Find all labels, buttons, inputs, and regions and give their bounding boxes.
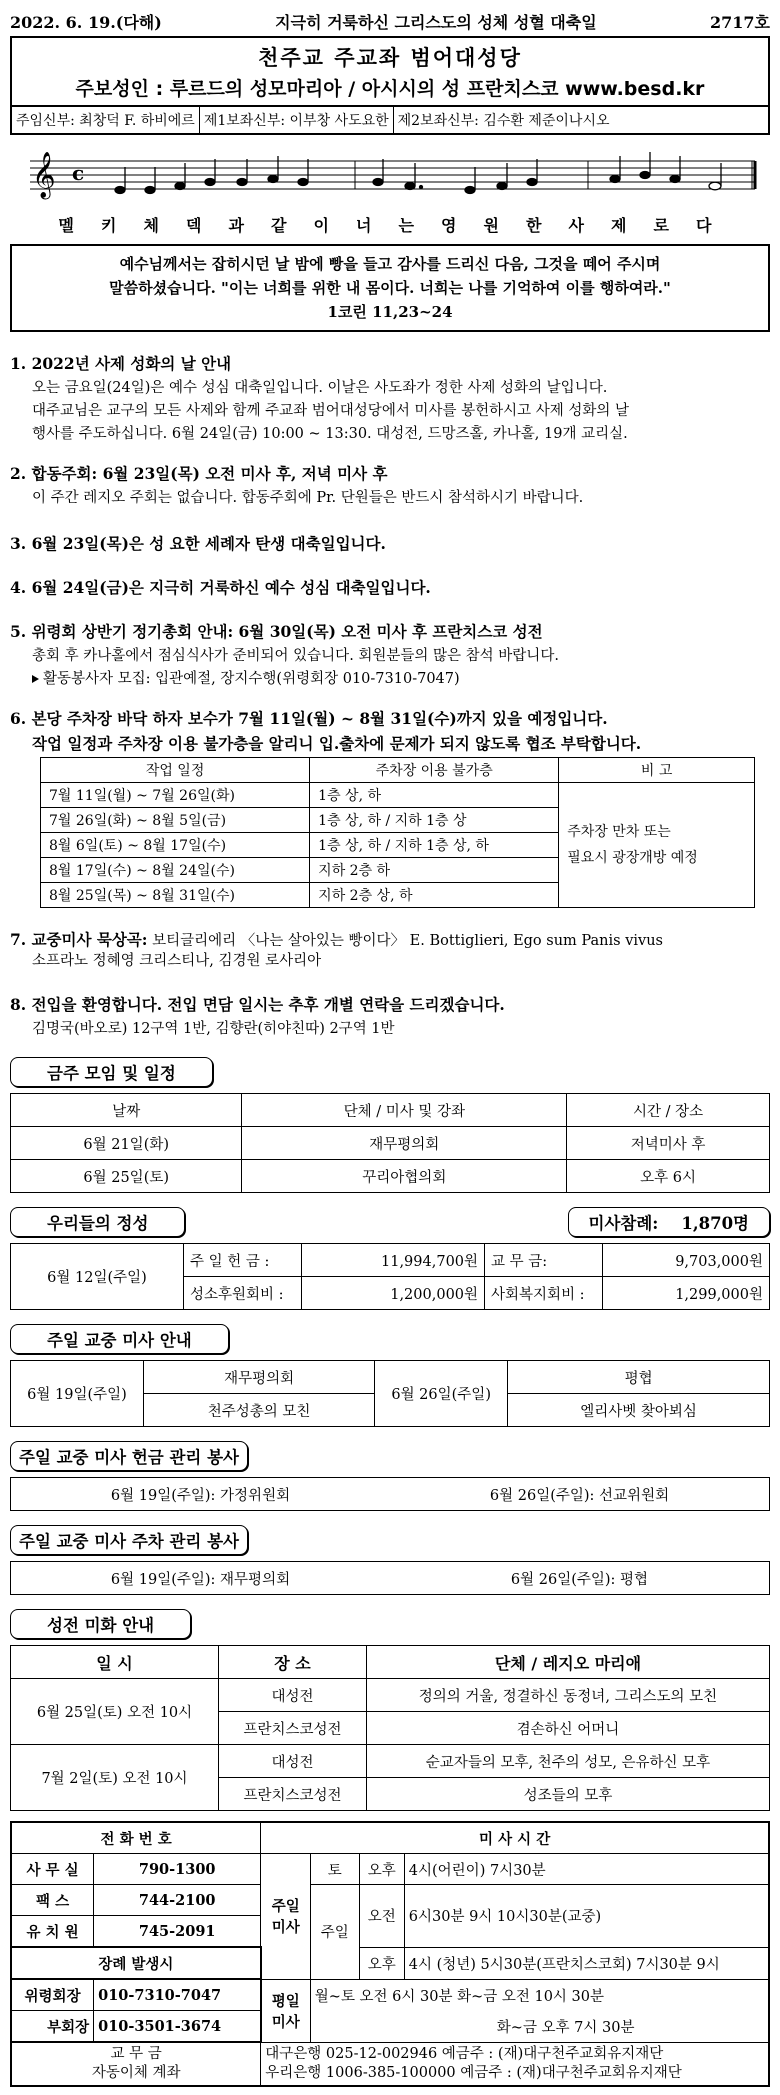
remark-text: 주차장 만차 또는 [567,824,671,840]
offering-amount: 9,703,000원 [603,1244,770,1277]
notice-1 [10,352,770,446]
column-header: 장 소 [219,1646,367,1679]
table-cell: 겸손하신 어머니 [367,1712,770,1745]
table-row [11,1979,769,2011]
treble-clef-icon: 𝄞 [32,152,56,198]
collection-service-table [10,1477,770,1511]
parking-service-tab: 주일 교중 미사 주차 관리 봉사 [10,1525,248,1555]
notice-text: 총회 후 카나홀에서 점심식사가 준비되어 있습니다. 회원분들의 많은 참석 바랍니다. [32,648,559,664]
offering-label: 주 일 헌 금 : [184,1244,302,1277]
table-row [11,1885,769,1916]
sunday-mass-label: 주일 미사 [261,1854,311,1980]
table-row [11,1822,769,1854]
offering-label: 성소후원회비 : [184,1277,302,1310]
table-row [41,783,755,808]
schedule-cell: 8월 25일(목) ~ 8월 31일(수) [41,883,310,908]
lyric: 멜 [58,216,84,235]
table-cell: 꾸리아협의회 [242,1160,567,1193]
schedule-cell: 8월 17일(수) ~ 8월 24일(수) [41,858,310,883]
notice-text: 오는 금요일(24일)은 예수 성심 대축일입니다. 이날은 사도좌가 정한 사제 성화의 날입니다. [32,380,608,396]
pastor: 주임신부: 최창덕 F. 하비에르 [12,107,200,133]
phone-number: 790-1300 [94,1854,261,1885]
lyric: 제 [611,216,637,235]
offering-label: 사회복지회비 : [485,1277,603,1310]
parish-name: 천주교 주교좌 범어대성당 [258,46,522,70]
contact-label: 부회장 [11,2011,94,2043]
notice-text: 활동봉사자 모집: 입관예절, 장지수행(위령회장 010-7310-7047) [43,671,460,687]
day-label: 토 [310,1854,359,1885]
table-row [11,1160,770,1193]
notice-text: 소프라노 정혜영 크리스티나, 김경원 로사리아 [32,953,322,969]
table-row [11,1244,770,1277]
floor-cell: 1층 상, 하 [310,783,559,808]
scripture-line: 말씀하셨습니다. "이는 너희를 위한 내 몸이다. 너희는 나를 기억하여 이를 행하여라." [109,279,671,297]
issue-number: 2717호 [710,13,770,32]
column-header: 날짜 [11,1094,242,1127]
column-header: 작업 일정 [41,758,310,783]
mass-header: 미 사 시 간 [261,1822,769,1854]
mass-times: 월~토 오전 6시 30분 화~금 오전 10시 30분 [310,1979,769,2011]
notice-5 [10,620,770,691]
scripture-reference: 1코린 11,23~24 [327,303,453,321]
column-header: 주차장 이용 불가층 [310,758,559,783]
table-row [11,1679,770,1712]
table-cell: 프란치스코성전 [219,1778,367,1811]
feast-name: 지극히 거룩하신 그리스도의 성체 성혈 대축일 [275,13,597,32]
notice-text: 김명국(바오로) 12구역 1반, 김향란(히야친따) 2구역 1반 [32,1021,395,1037]
table-cell: 6월 25일(토) [11,1160,242,1193]
day-label: 주일 [310,1885,359,1980]
notice-title: 2. 합동주회: 6월 23일(목) 오전 미사 후, 저녁 미사 후 [10,464,388,483]
lyric: 한 [526,216,552,235]
lyric: 같 [271,216,297,235]
table-cell: 성조들의 모후 [367,1778,770,1811]
table-cell: 6월 26일(주일): 선교위원회 [390,1478,770,1511]
contact-label: 위령회장 [11,1979,94,2011]
mass-attendance [568,1207,770,1237]
schedule-cell: 7월 26일(화) ~ 8월 5일(금) [41,808,310,833]
notice-4 [10,576,770,598]
mass-times: 4시(어린이) 7시30분 [404,1854,769,1885]
table-row [11,1127,770,1160]
sunday-mass-table [10,1360,770,1427]
collection-service-tab: 주일 교중 미사 헌금 관리 봉사 [10,1441,248,1471]
schedule-cell: 8월 6일(토) ~ 8월 17일(수) [41,833,310,858]
offering-amount: 1,299,000원 [603,1277,770,1310]
lyric: 과 [228,216,254,235]
table-cell: 6월 25일(토) 오전 10시 [11,1679,219,1745]
assistant-2: 제2보좌신부: 김수환 제준이나시오 [397,113,610,129]
notice-text: 이 주간 레지오 주회는 없습니다. 합동주회에 Pr. 단원들은 반드시 참석하시기 바랍니다. [32,490,584,506]
table-row [11,1854,769,1885]
phone-label: 유 치 원 [11,1916,94,1948]
notice-title: 5. 위령회 상반기 정기총회 안내: 6월 30일(목) 오전 미사 후 프란치스코 성전 [10,622,543,641]
table-cell: 대성전 [219,1745,367,1778]
notice-8 [10,993,770,1041]
notice-7 [10,928,770,973]
lyric: 사 [568,216,594,235]
bank-accounts [261,2042,769,2086]
info-footer-table [10,1821,770,2087]
contact-number: 010-7310-7047 [94,1979,261,2011]
phone-label: 사 무 실 [11,1854,94,1885]
notice-title: 4. 6월 24일(금)은 지극히 거룩하신 예수 성심 대축일입니다. [10,578,431,597]
column-header: 단체 / 레지오 마리애 [367,1646,770,1679]
table-cell: 6월 21일(화) [11,1127,242,1160]
table-cell: 6월 19일(주일): 가정위원회 [11,1478,391,1511]
mass-times: 화~금 오후 7시 30분 [310,2011,769,2043]
sunday-mass-tab: 주일 교중 미사 안내 [10,1324,229,1354]
table-row [11,2011,769,2043]
cleaning-tab: 성전 미화 안내 [10,1609,191,1639]
table-cell: 순교자들의 모후, 천주의 성모, 은유하신 모후 [367,1745,770,1778]
table-cell: 6월 19일(주일): 재무평의회 [11,1562,391,1595]
table-cell: 엘리사벳 찾아뵈심 [508,1394,770,1427]
scripture-line: 예수님께서는 잡히시던 날 밤에 빵을 들고 감사를 드리신 다음, 그것을 떼어 주시며 [119,255,661,273]
issue-date: 2022. 6. 19.(다해) [10,13,162,32]
table-cell: 프란치스코성전 [219,1712,367,1745]
time-label: 오후 [359,1947,404,1979]
attendance-label: 미사참례: [588,1214,659,1233]
time-label: 오후 [359,1854,404,1885]
notice-title: 8. 전입을 환영합니다. 전입 면담 일시는 추후 개별 연락을 드리겠습니다. [10,995,505,1014]
table-cell: 재무평의회 [242,1127,567,1160]
time-label: 오전 [359,1885,404,1948]
phone-number: 744-2100 [94,1885,261,1916]
notice-text: 보티글리에리 〈나는 살아있는 빵이다〉 E. Bottiglieri, Ego sum Panis vivus [147,933,663,949]
contact-number: 010-3501-3674 [94,2011,261,2043]
bank-label-line: 자동이체 계좌 [91,2065,181,2081]
mass-times: 4시 (청년) 5시30분(프란치스코회) 7시30분 9시 [404,1947,769,1979]
lyric: 원 [483,216,509,235]
table-cell: 오후 6시 [567,1160,770,1193]
phone-number: 745-2091 [94,1916,261,1948]
table-cell: 7월 2일(토) 오전 10시 [11,1745,219,1811]
lyric: 이 [313,216,339,235]
notice-title: 3. 6월 23일(목)은 성 요한 세례자 탄생 대축일입니다. [10,534,386,553]
notice-title: 1. 2022년 사제 성화의 날 안내 [10,354,232,373]
lyric: 영 [441,216,467,235]
attendance-count: 1,870명 [681,1214,749,1233]
music-staff [10,141,770,211]
lyric: 로 [653,216,679,235]
offering-date: 6월 12일(주일) [11,1244,184,1310]
lyric: 는 [398,216,424,235]
weekday-mass-label: 평일 미사 [261,1979,311,2042]
table-row [11,1562,770,1595]
offering-tab: 우리들의 정성 [10,1207,185,1237]
table-cell: 6월 19일(주일) [11,1361,144,1427]
table-cell: 재무평의회 [144,1361,375,1394]
priest-list [10,107,770,135]
column-header: 시간 / 장소 [567,1094,770,1127]
notice-title: 6. 본당 주차장 바닥 하자 보수가 7월 11일(월) ~ 8월 31일(수)까지 있을 예정입니다. [10,709,608,728]
parking-service-table [10,1561,770,1595]
schedule-cell: 7월 11일(월) ~ 7월 26일(화) [41,783,310,808]
table-cell: 대성전 [219,1679,367,1712]
bank-account: 우리은행 1006-385-100000 예금주 : (재)대구천주교회유지재단 [265,2064,682,2081]
floor-cell: 지하 2층 하 [310,858,559,883]
notice-text: 행사를 주도하십니다. 6월 24일(금) 10:00 ~ 13:30. 대성전, 드망즈홀, 카나홀, 19개 교리실. [32,426,628,442]
table-row [11,2042,769,2086]
meetings-tab: 금주 모임 및 일정 [10,1057,213,1087]
phone-header: 전 화 번 호 [11,1822,261,1854]
meetings-table [10,1093,770,1193]
column-header: 일 시 [11,1646,219,1679]
patron-saints: 주보성인 : 루르드의 성모마리아 / 아시시의 성 프란치스코 www.besd.kr [75,78,705,100]
floor-cell: 지하 2층 상, 하 [310,883,559,908]
offering-table [10,1243,770,1310]
offering-amount: 1,200,000원 [302,1277,485,1310]
remark-text: 필요시 광장개방 예정 [567,850,698,866]
table-cell: 평협 [508,1361,770,1394]
bulletin-header [10,0,770,36]
lyric: 덱 [186,216,212,235]
floor-cell: 1층 상, 하 / 지하 1층 상 [310,808,559,833]
table-cell: 6월 26일(주일): 평협 [390,1562,770,1595]
column-header: 단체 / 미사 및 강좌 [242,1094,567,1127]
song-lyrics [10,213,770,236]
floor-cell: 1층 상, 하 / 지하 1층 상, 하 [310,833,559,858]
bank-label [11,2042,261,2086]
table-cell: 6월 26일(주일) [375,1361,508,1427]
lyric: 너 [356,216,382,235]
notice-6 [10,707,770,908]
offering-label: 교 무 금: [485,1244,603,1277]
funeral-header: 장례 발생시 [11,1947,261,1979]
table-cell: 천주성총의 모친 [144,1394,375,1427]
remarks-cell [559,783,755,908]
notice-2 [10,462,770,510]
bank-account: 대구은행 025-12-002946 예금주 : (재)대구천주교회유지재단 [265,2045,664,2062]
notice-subtitle: 작업 일정과 주차장 이용 불가층을 알리니 입.출차에 문제가 되지 않도록 협조 부탁합니다. [32,734,642,753]
table-row [11,1947,769,1979]
assistant-1: 제1보좌신부: 이부창 사도요한 [200,107,394,133]
column-header: 비 고 [559,758,755,783]
lyric: 체 [143,216,169,235]
lyric: 키 [101,216,127,235]
bullet-arrow-icon [32,675,39,683]
notice-text: 대주교님은 교구의 모든 사제와 함께 주교좌 범어대성당에서 미사를 봉헌하시고 사제 성화의 날 [32,403,629,419]
phone-label: 팩 스 [11,1885,94,1916]
table-cell: 정의의 거울, 정결하신 동정녀, 그리스도의 모친 [367,1679,770,1712]
cleaning-table [10,1645,770,1811]
title-box [10,36,770,107]
table-row [11,1478,770,1511]
offering-amount: 11,994,700원 [302,1244,485,1277]
mass-times: 6시30분 9시 10시30분(교중) [404,1885,769,1948]
scripture-box [10,244,770,332]
table-row [11,1745,770,1778]
notice-3 [10,532,770,554]
lyric: 다 [696,216,722,235]
notice-title: 7. 교중미사 묵상곡: [10,930,148,949]
svg-text:c: c [72,161,85,185]
table-row [11,1361,770,1394]
bank-label-line: 교 무 금 [110,2046,162,2062]
table-cell: 저녁미사 후 [567,1127,770,1160]
parking-schedule-table [40,757,755,908]
